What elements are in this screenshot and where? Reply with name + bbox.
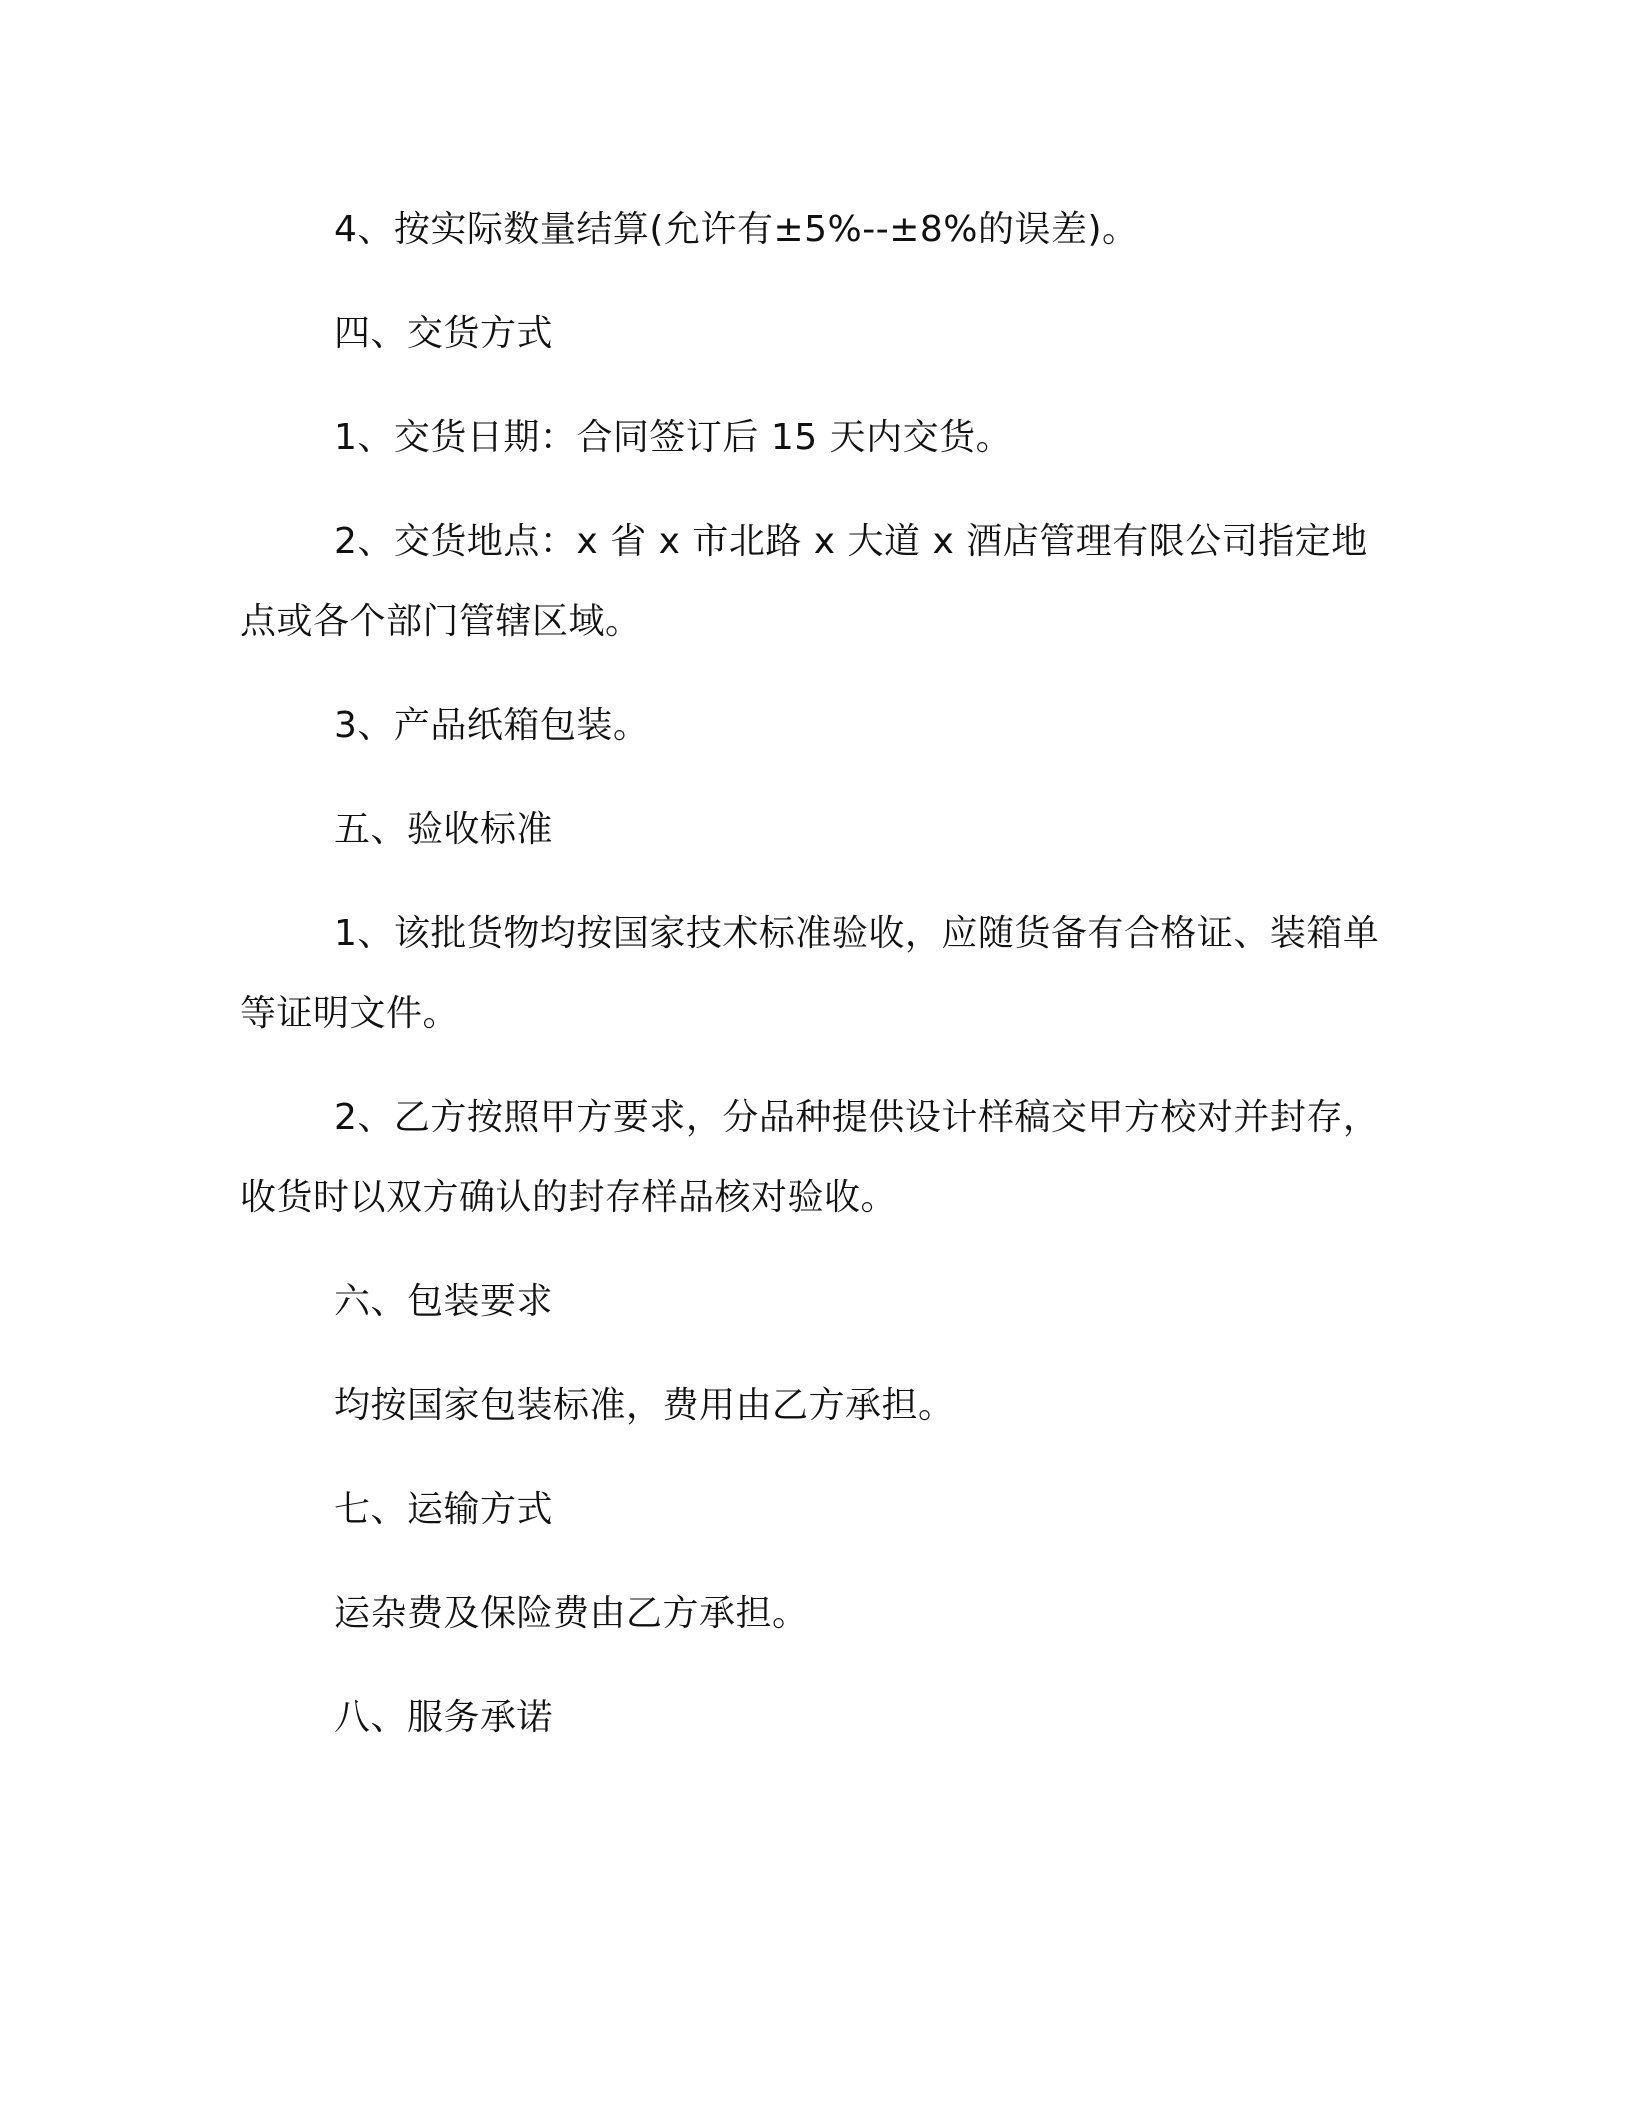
heading-acceptance-standard: 五、验收标准 (334, 809, 554, 850)
heading-transport-method: 七、运输方式 (334, 1489, 554, 1530)
paragraph-packaging-carton: 3、产品纸箱包装。 (334, 705, 650, 746)
heading-delivery-method: 四、交货方式 (334, 313, 554, 354)
heading-service-commitment: 八、服务承诺 (334, 1697, 554, 1738)
document-body (240, 190, 1390, 1782)
paragraph-delivery-location: 2、交货地点：x 省 x 市北路 x 大道 x 酒店管理有限公司指定地点或各个部门管辖区域。 (240, 521, 1368, 642)
paragraph-packaging-standard: 均按国家包装标准，费用由乙方承担。 (334, 1385, 955, 1426)
paragraph-settlement: 4、按实际数量结算(允许有±5%--±8%的误差)。 (334, 209, 1139, 250)
paragraph-transport-cost: 运杂费及保险费由乙方承担。 (334, 1593, 809, 1634)
paragraph-acceptance-2: 2、乙方按照甲方要求，分品种提供设计样稿交甲方校对并封存，收货时以双方确认的封存样品核对验收。 (240, 1097, 1380, 1218)
paragraph-delivery-date: 1、交货日期：合同签订后 15 天内交货。 (334, 417, 1013, 458)
heading-packaging-requirements: 六、包装要求 (334, 1281, 554, 1322)
paragraph-acceptance-1: 1、该批货物均按国家技术标准验收，应随货备有合格证、装箱单等证明文件。 (240, 913, 1380, 1034)
